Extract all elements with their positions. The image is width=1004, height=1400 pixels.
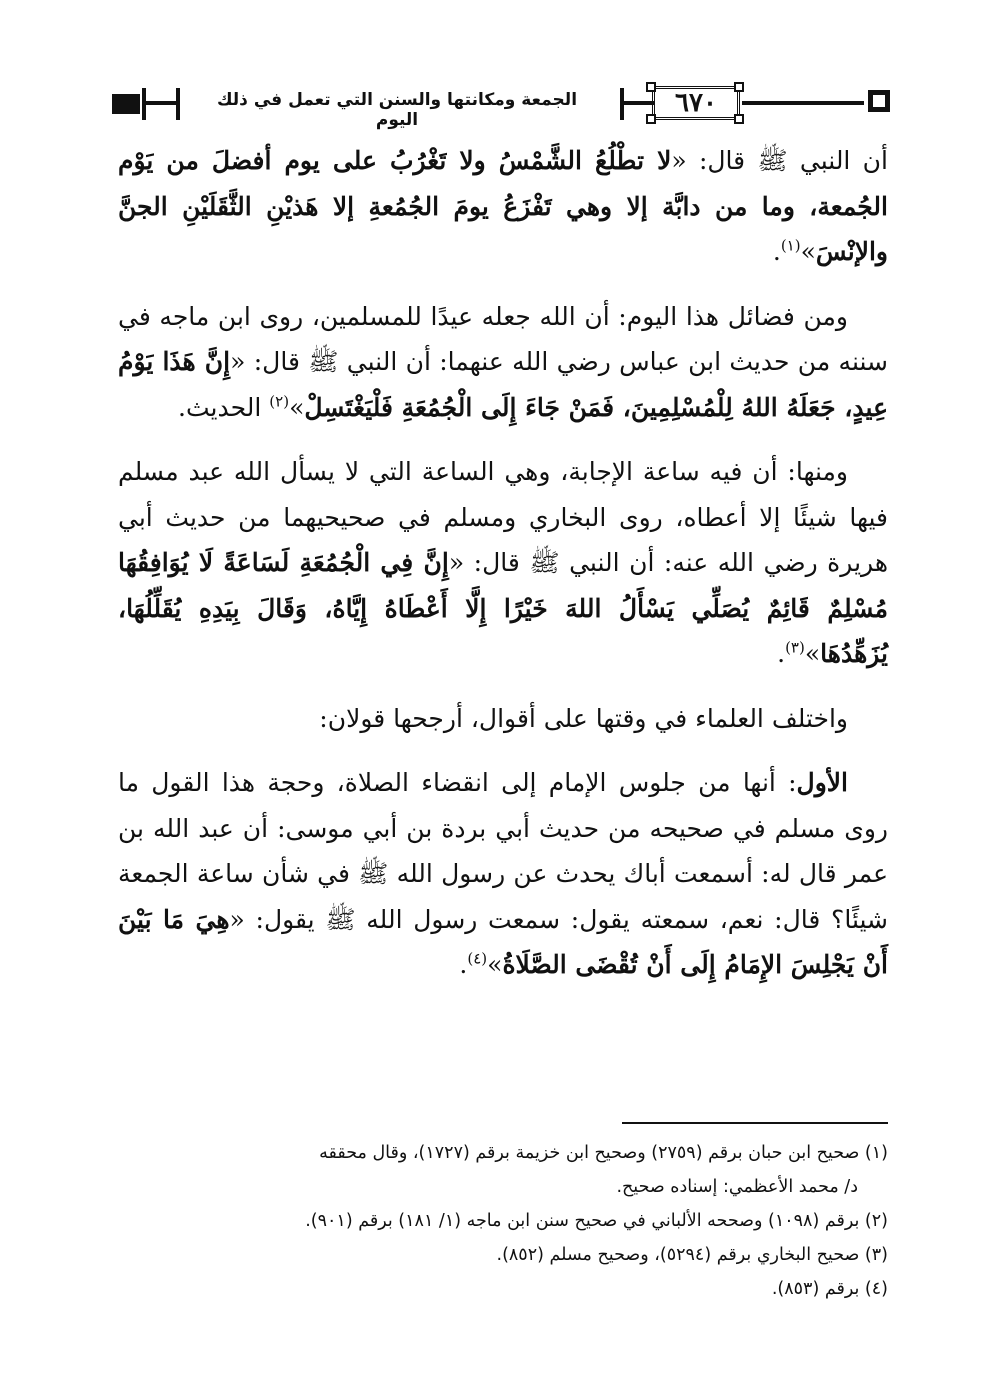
text-run: . xyxy=(772,237,781,266)
text-run: » xyxy=(289,392,305,422)
footnote-separator xyxy=(622,1122,888,1124)
footnote-1-line-2: د/ محمد الأعظمي: إسناده صحيح. xyxy=(616,1177,858,1197)
header-end-bar xyxy=(112,94,140,114)
square-ornament-icon xyxy=(868,90,890,112)
footnote-3: (٣) صحيح البخاري برقم (٥٢٩٤)، وصحيح مسلم (٨٥٢). xyxy=(496,1245,888,1265)
header-rule-mid xyxy=(624,101,654,105)
running-title: الجمعة ومكانتها والسنن التي تعمل في ذلك اليوم xyxy=(216,90,578,130)
text-run: ومنها: أن فيه ساعة الإجابة، وهي الساعة التي لا يسأل الله عبد مسلم فيها شيئًا إلا أعطاه، روى البخاري ومسلم في صحيحيهما من حديث أبي هريرة رضي الله عنه: أن النبي ﷺ قال: « xyxy=(118,457,889,577)
text-run: الحديث. xyxy=(178,392,270,422)
footnote-4: (٤) برقم (٨٥٣). xyxy=(771,1279,888,1299)
header-tick xyxy=(142,88,146,120)
text-run: » xyxy=(804,639,821,668)
header-tick xyxy=(176,88,180,120)
text-run: ومن فضائل هذا اليوم: أن الله جعله عيدًا للمسلمين، روى ابن ماجه في سننه من حديث ابن عباس رضي الله عنهما: أن النبي ﷺ قال: « xyxy=(118,301,888,376)
paragraph-3 xyxy=(118,449,888,677)
quoted-text: هِيَ مَا بَيْنَ أَنْ يَجْلِسَ الإِمَامُ إِلَى أَنْ تُقْضَى الصَّلَاةُ xyxy=(118,904,888,979)
footnote-1 xyxy=(118,1138,888,1202)
corner-ornament-icon xyxy=(646,82,656,92)
footnote-ref: (٢) xyxy=(269,392,290,411)
footnote-2: (٢) برقم (١٠٩٨) وصححه الألباني في صحيح سنن ابن ماجه (١/ ١٨١) برقم (٩٠١). xyxy=(305,1211,888,1231)
quoted-text: إِنَّ فِي الْجُمُعَةِ لَسَاعَةً لَا يُوَافِقُهَا مُسْلِمٌ قَائِمٌ يُصَلِّي يَسْأَلُ اللهَ خَيْرًا إِلَّا أَعْطَاهُ إِيَّاهُ، وَقَالَ بِيَدِهِ يُقَلِّلُهَا، يُزَهِّدُهَا xyxy=(118,548,888,668)
quoted-text: لا تطْلُعُ الشَّمْسُ ولا تَغْرُبُ على يوم أفضلَ من يَوْم الجُمعة، وما من دابَّة إلا وهي تَفْزَعُ يومَ الجُمُعةِ إلا هَذيْنِ الثَّقَلَيْنِ الجنَّ والإنْسَ xyxy=(118,146,888,266)
footnotes xyxy=(118,1138,888,1308)
corner-ornament-icon xyxy=(734,114,744,124)
footnote-ref: (٤) xyxy=(467,949,488,968)
text-run: واختلف العلماء في وقتها على أقوال، أرجحها قولان: xyxy=(319,703,848,733)
text-run: أن النبي ﷺ قال: « xyxy=(671,146,888,175)
header-tick xyxy=(620,88,624,120)
paragraph-2 xyxy=(118,294,888,431)
header-rule-right xyxy=(742,101,864,105)
corner-ornament-icon xyxy=(734,82,744,92)
paragraph-5 xyxy=(118,760,888,988)
text-run: : أنها من جلوس الإمام إلى انقضاء الصلاة، وحجة هذا القول ما روى مسلم في صحيحه من حديث أبي بردة بن أبي موسى: أن عبد الله بن عمر قال له: أسمعت أباك يحدث عن رسول الله ﷺ في شأن ساعة الجمعة شيئًا؟ قال: نعم، سمعته يقول: سمعت رسول الله ﷺ يقول: « xyxy=(118,768,888,934)
text-run: » xyxy=(487,950,503,979)
quoted-text: الأول xyxy=(796,768,848,797)
text-run: . xyxy=(777,639,786,668)
text-run: » xyxy=(800,237,816,266)
paragraph-4 xyxy=(118,696,888,742)
corner-ornament-icon xyxy=(646,114,656,124)
page-number-box xyxy=(652,86,740,120)
text-run: . xyxy=(459,950,468,979)
page-header xyxy=(112,86,890,130)
paragraph-1 xyxy=(118,138,888,275)
footnote-ref: (١) xyxy=(780,236,801,255)
footnote-ref: (٣) xyxy=(785,638,805,657)
header-rule-left xyxy=(146,101,176,105)
page-number: ٦٧٠ xyxy=(675,88,717,118)
quoted-text: إِنَّ هَذَا يَوْمُ عِيدٍ، جَعَلَهُ اللهُ لِلْمُسْلِمِينَ، فَمَنْ جَاءَ إِلَى الْجُمُعَةِ فَلْيَغْتَسِلْ xyxy=(118,347,888,422)
main-text xyxy=(118,138,888,1007)
footnote-1-line-1: (١) صحيح ابن حبان برقم (٢٧٥٩) وصحيح ابن خزيمة برقم (١٧٢٧)، وقال محققه xyxy=(319,1143,888,1163)
